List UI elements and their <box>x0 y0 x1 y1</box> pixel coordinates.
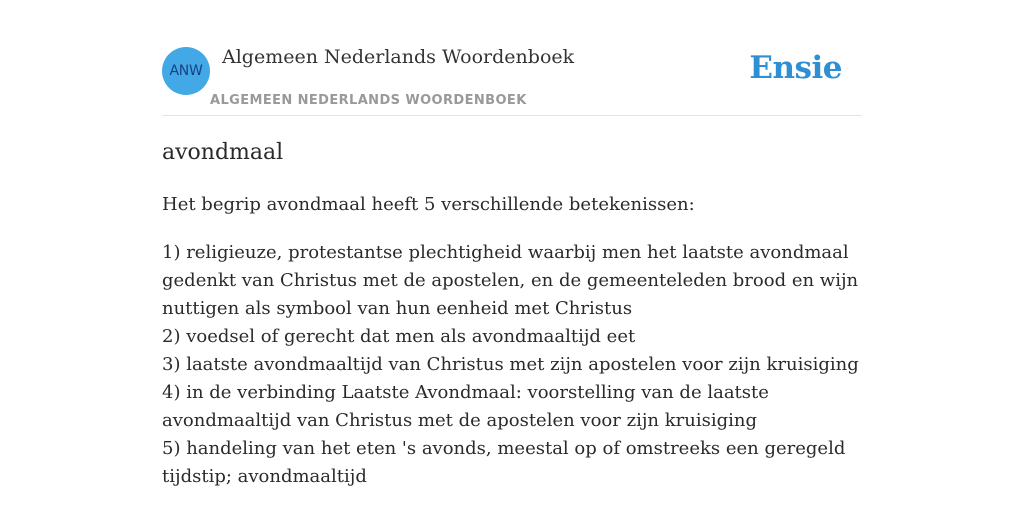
meaning-item: 5) handeling van het eten 's avonds, meestal op of omstreeks een geregeld tijdstip; avondmaaltijd <box>162 438 846 487</box>
logo-text: ANW <box>169 63 203 79</box>
source-subtitle: ALGEMEEN NEDERLANDS WOORDENBOEK <box>210 93 527 108</box>
meaning-item: 3) laatste avondmaaltijd van Christus met zijn apostelen voor zijn kruisiging <box>162 354 859 375</box>
ensie-logo[interactable]: Ensie <box>749 50 842 86</box>
source-title[interactable]: Algemeen Nederlands Woordenboek <box>222 46 575 68</box>
meaning-item: 4) in de verbinding Laatste Avondmaal: voorstelling van de laatste avondmaaltijd van Christus met de apostelen voor zijn kruisiging <box>162 382 769 431</box>
anw-logo[interactable] <box>162 47 210 95</box>
meaning-item: 2) voedsel of gerecht dat men als avondmaaltijd eet <box>162 326 636 347</box>
dictionary-card <box>162 0 862 487</box>
meanings-list <box>162 239 862 491</box>
entry-intro: Het begrip avondmaal heeft 5 verschillende betekenissen: <box>162 194 695 215</box>
source-header <box>162 0 862 116</box>
entry-word: avondmaal <box>162 140 284 165</box>
meaning-item: 1) religieuze, protestantse plechtigheid waarbij men het laatste avondmaal gedenkt van Christus met de apostelen, en de gemeenteleden brood en wijn nuttigen als symbool van hun eenheid met Christus <box>162 242 859 319</box>
